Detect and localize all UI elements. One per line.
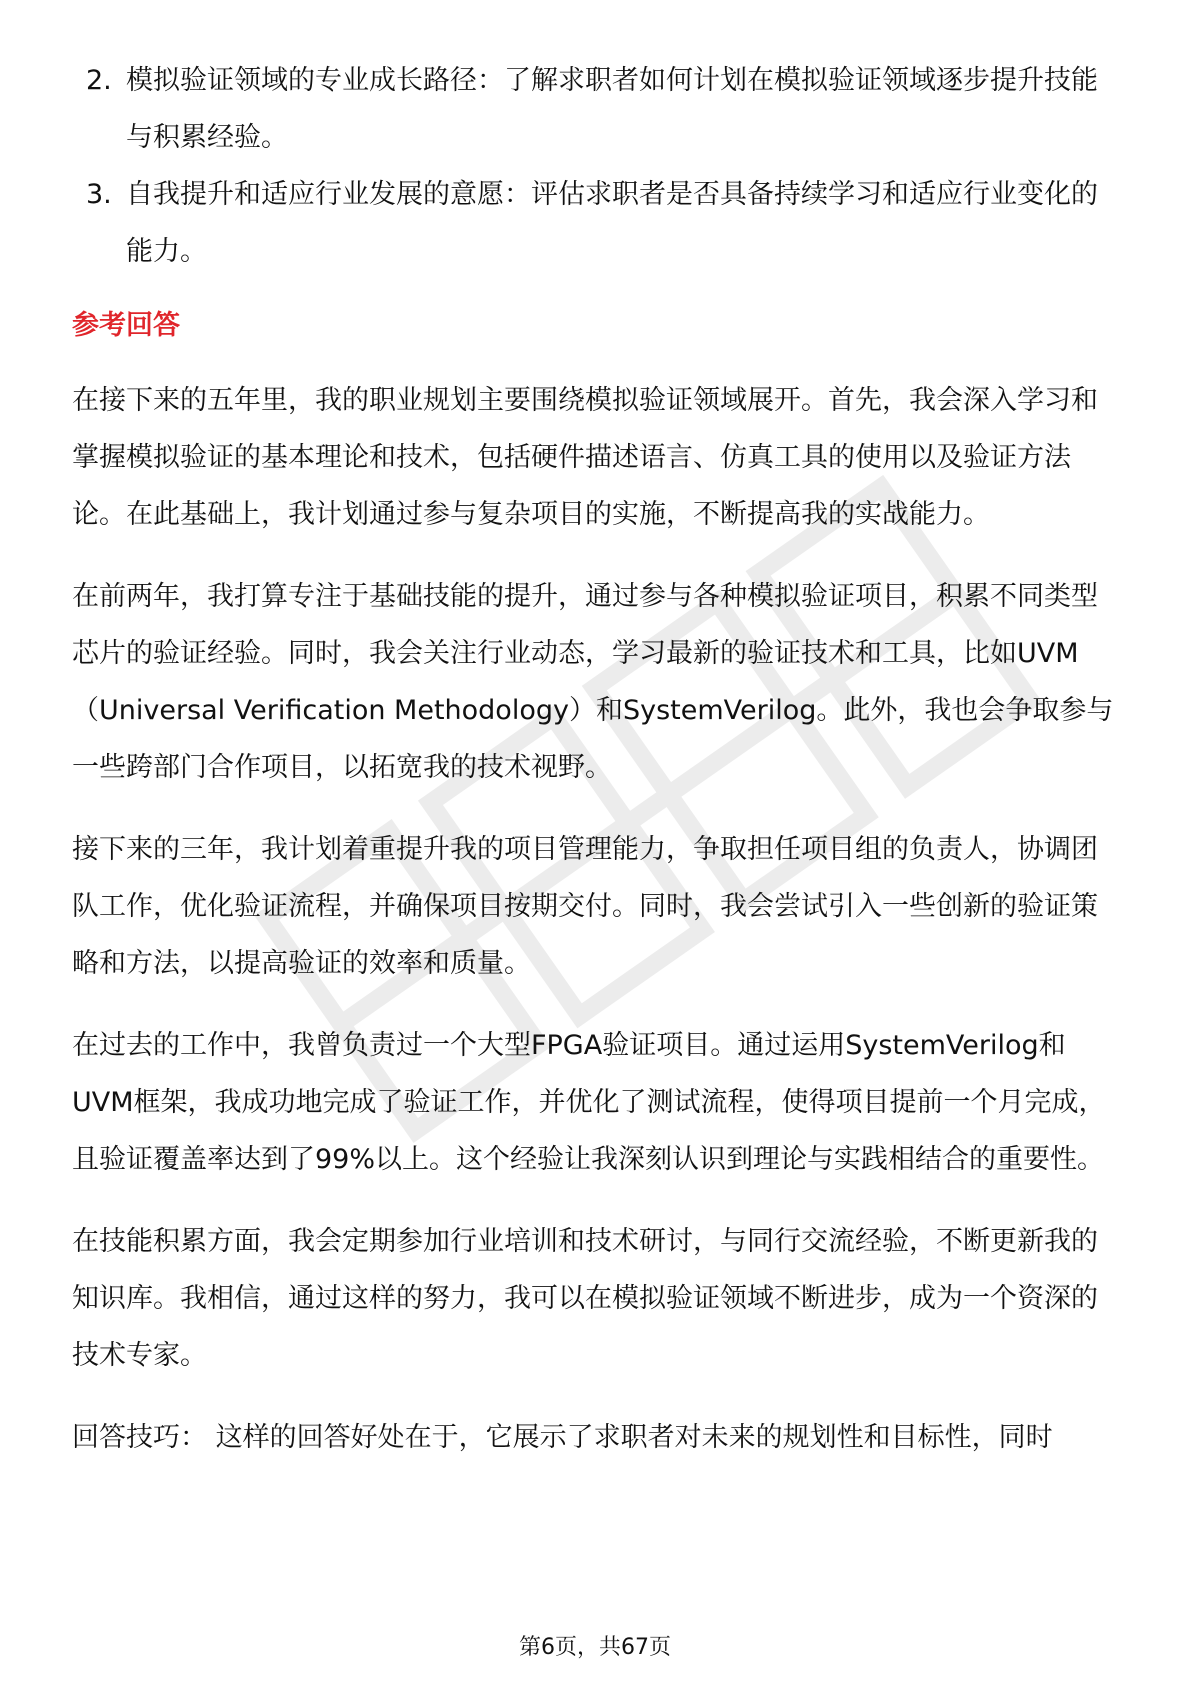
list-item-number: 2. bbox=[86, 65, 112, 96]
list-item-text: 模拟验证领域的专业成长路径：了解求职者如何计划在模拟验证领域逐步提升技能与积累经验。 bbox=[126, 65, 1098, 153]
page-number-footer: 第6页，共67页 bbox=[519, 1635, 671, 1660]
answer-paragraph: 在技能积累方面，我会定期参加行业培训和技术研讨，与同行交流经验，不断更新我的知识库。我相信，通过这样的努力，我可以在模拟验证领域不断进步，成为一个资深的技术专家。 bbox=[72, 1226, 1098, 1371]
list-item-text: 自我提升和适应行业发展的意愿：评估求职者是否具备持续学习和适应行业变化的能力。 bbox=[126, 179, 1098, 267]
question-list bbox=[72, 52, 1122, 280]
answer-paragraph: 接下来的三年，我计划着重提升我的项目管理能力，争取担任项目组的负责人，协调团队工作，优化验证流程，并确保项目按期交付。同时，我会尝试引入一些创新的验证策略和方法，以提高验证的效率和质量。 bbox=[72, 834, 1098, 979]
list-item bbox=[72, 52, 1122, 166]
answer-tip-paragraph: 回答技巧： 这样的回答好处在于，它展示了求职者对未来的规划性和目标性，同时 bbox=[72, 1422, 1053, 1453]
list-item bbox=[72, 166, 1122, 280]
section-title: 参考回答 bbox=[72, 310, 180, 341]
answer-paragraph: 在过去的工作中，我曾负责过一个大型FPGA验证项目。通过运用SystemVerilog和UVM框架，我成功地完成了验证工作，并优化了测试流程，使得项目提前一个月完成，且验证覆盖率达到了99%以上。这个经验让我深刻认识到理论与实践相结合的重要性。 bbox=[72, 1030, 1106, 1175]
list-item-number: 3. bbox=[86, 179, 112, 210]
document-content bbox=[72, 52, 1122, 1491]
answer-paragraph: 在前两年，我打算专注于基础技能的提升，通过参与各种模拟验证项目，积累不同类型芯片的验证经验。同时，我会关注行业动态，学习最新的验证技术和工具，比如UVM（Universal Verification Methodology）和SystemVerilog。此外，我也会争取参与一些跨部门合作项目，以拓宽我的技术视野。 bbox=[72, 581, 1114, 783]
answer-paragraph: 在接下来的五年里，我的职业规划主要围绕模拟验证领域展开。首先，我会深入学习和掌握模拟验证的基本理论和技术，包括硬件描述语言、仿真工具的使用以及验证方法论。在此基础上，我计划通过参与复杂项目的实施，不断提高我的实战能力。 bbox=[72, 385, 1098, 530]
